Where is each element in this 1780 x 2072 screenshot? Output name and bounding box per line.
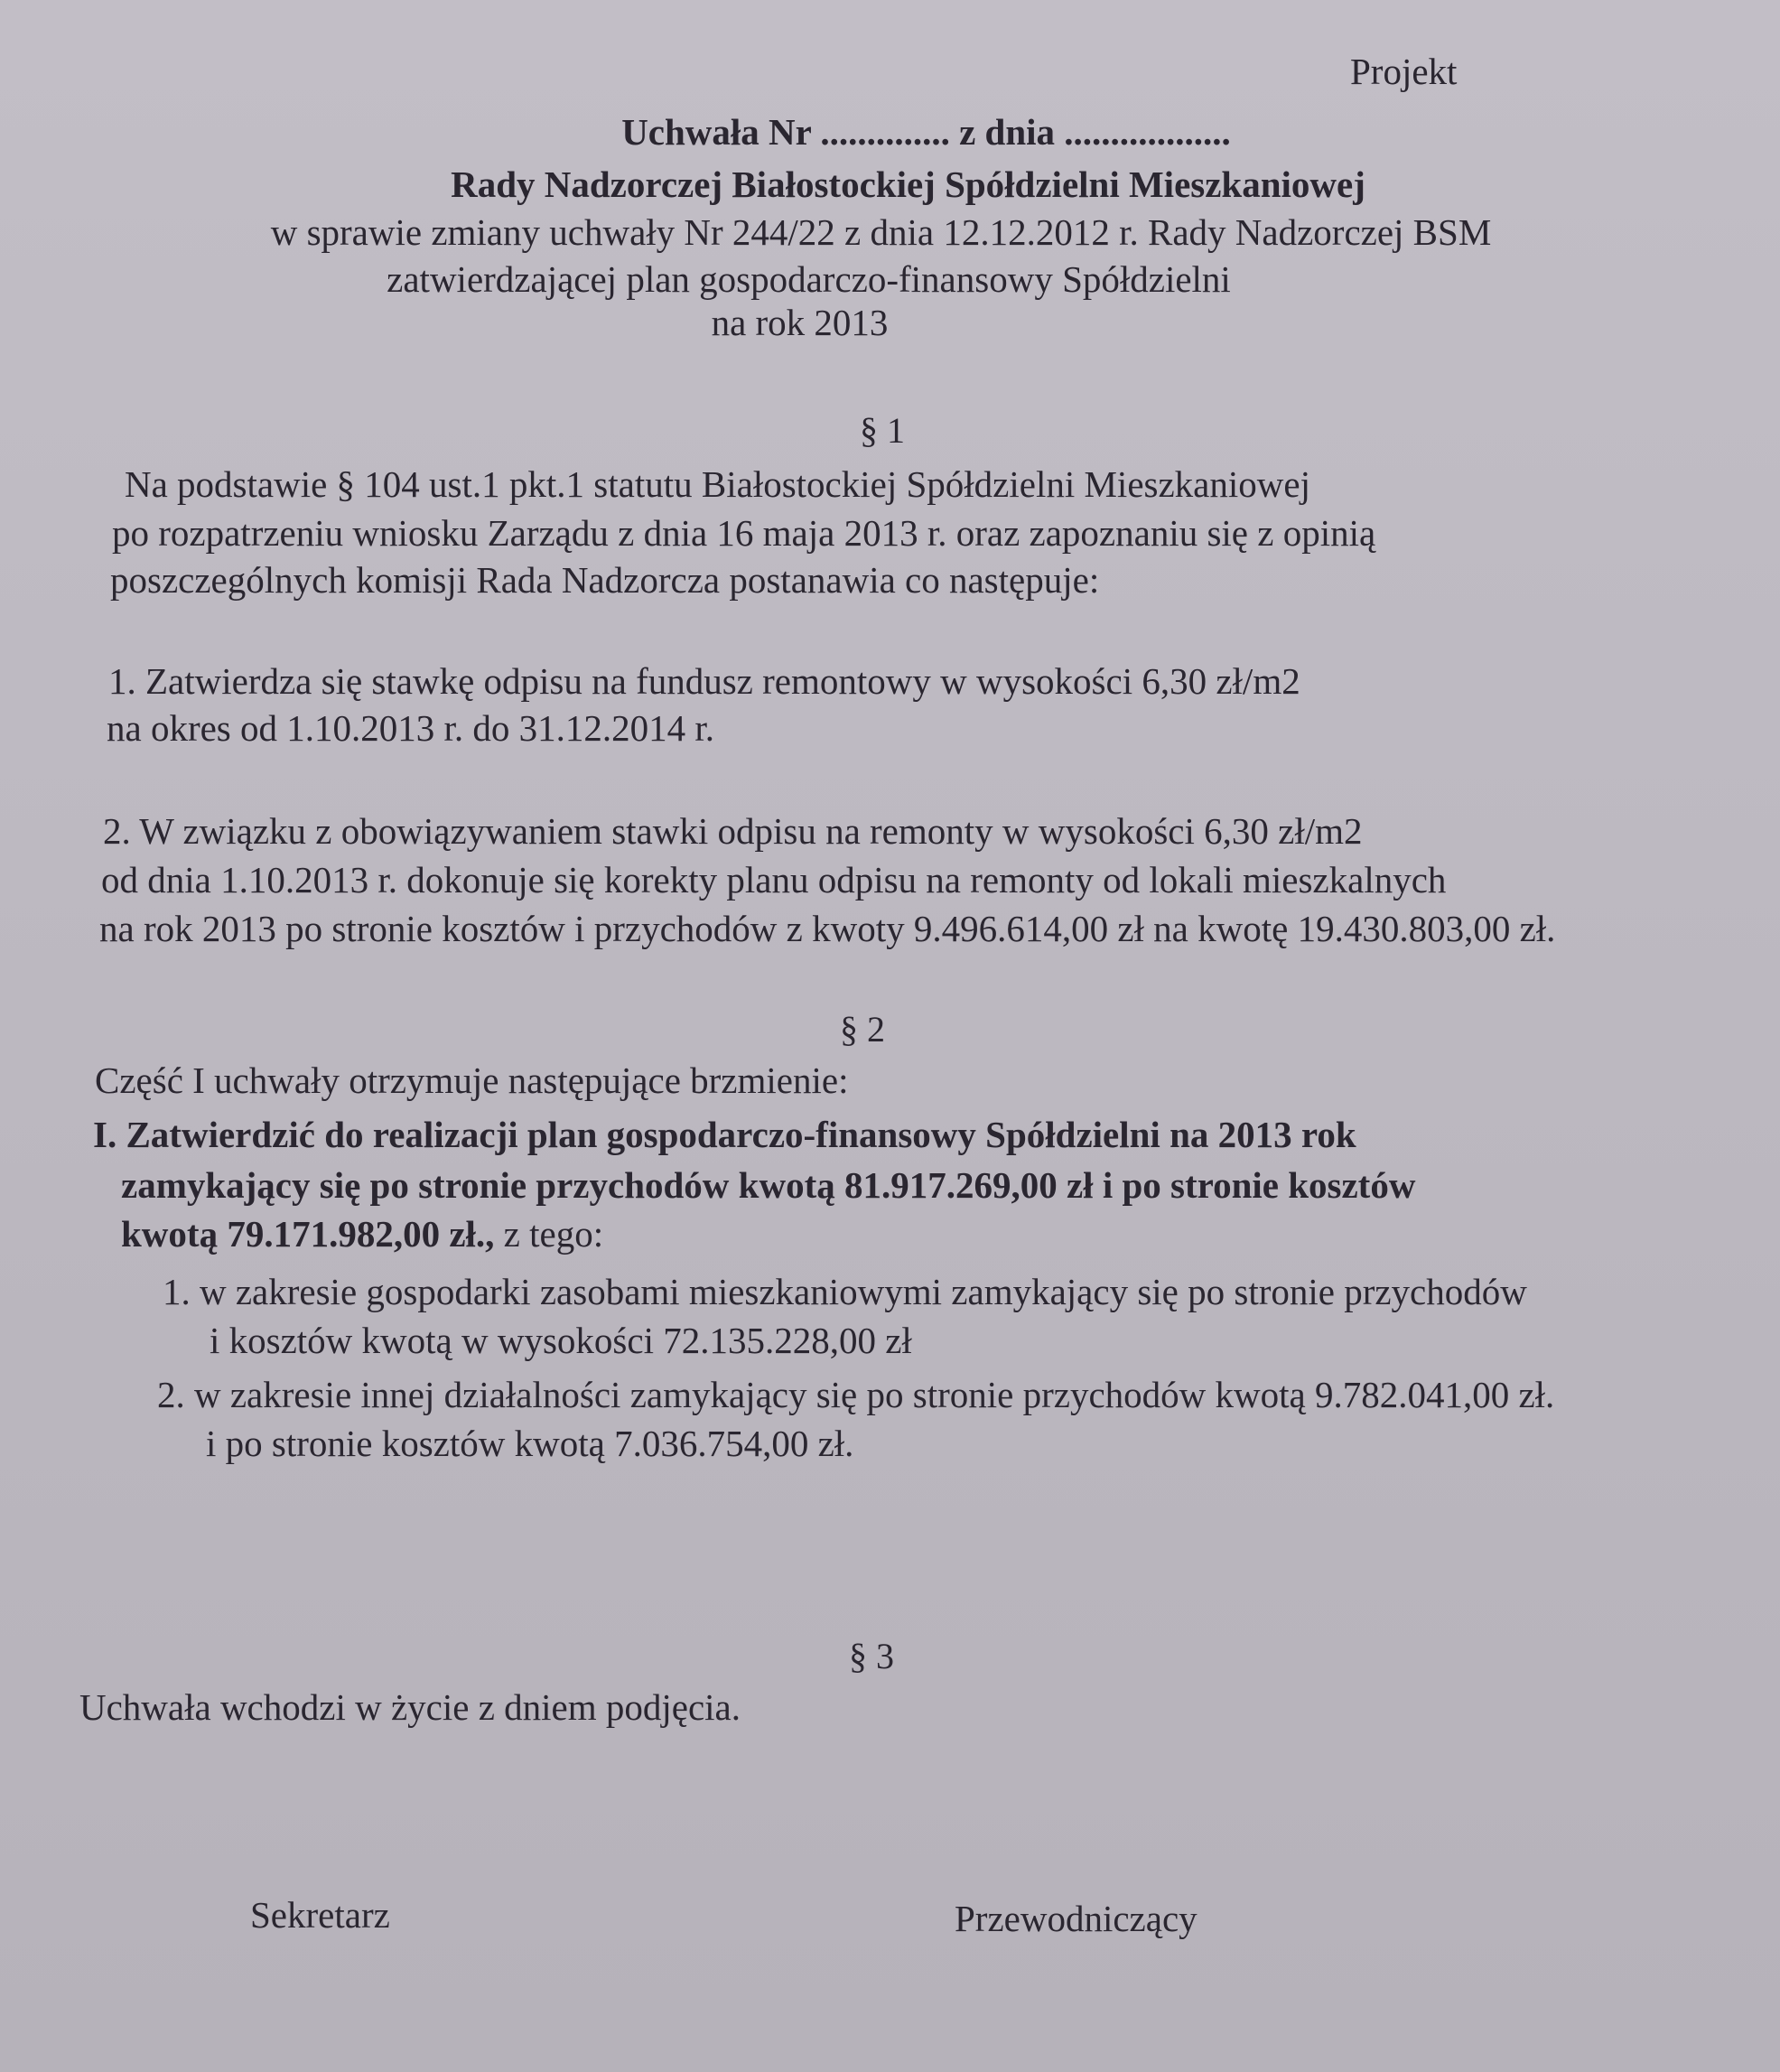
projekt-label: Projekt — [1350, 51, 1458, 92]
section2-heading: § 2 — [840, 1009, 885, 1050]
section1-item1-line1: 1. Zatwierdza się stawkę odpisu na fundusz remontowy w wysokości 6,30 zł/m2 — [108, 660, 1300, 702]
section1-item2-line2: od dnia 1.10.2013 r. dokonuje się korekty planu odpisu na remonty od lokali mieszkalnych — [101, 859, 1447, 901]
section2-sub2-line2: i po stronie kosztów kwotą 7.036.754,00 zł. — [206, 1423, 854, 1464]
signature-chairman: Przewodniczący — [955, 1898, 1198, 1939]
document-subtitle-line1: w sprawie zmiany uchwały Nr 244/22 z dnia 12.12.2012 r. Rady Nadzorczej BSM — [270, 211, 1492, 253]
section2-sub1-line1: 1. w zakresie gospodarki zasobami mieszkaniowymi zamykający się po stronie przychodów — [163, 1271, 1527, 1312]
document-subtitle-line2: zatwierdzającej plan gospodarczo-finansowy Spółdzielni — [387, 258, 1231, 300]
section1-intro-line2: po rozpatrzeniu wniosku Zarządu z dnia 16 maja 2013 r. oraz zapoznaniu się z opinią — [112, 512, 1376, 554]
section1-item2-line1: 2. W związku z obowiązywaniem stawki odpisu na remonty w wysokości 6,30 zł/m2 — [103, 810, 1363, 852]
section3-text: Uchwała wchodzi w życie z dniem podjęcia. — [79, 1686, 741, 1728]
section2-sub1-line2: i kosztów kwotą w wysokości 72.135.228,00 zł — [210, 1320, 912, 1361]
section2-point1-line3 — [121, 1212, 603, 1255]
section2-point1-amount: kwotą 79.171.982,00 zł., — [121, 1213, 495, 1255]
section1-item2-line3: na rok 2013 po stronie kosztów i przychodów z kwoty 9.496.614,00 zł na kwotę 19.430.803,00 zł. — [99, 908, 1556, 949]
signature-secretary: Sekretarz — [250, 1894, 390, 1936]
section2-point1-line1: I. Zatwierdzić do realizacji plan gospodarczo-finansowy Spółdzielni na 2013 rok — [93, 1114, 1356, 1155]
document-title: Uchwała Nr .............. z dnia .................. — [621, 111, 1231, 153]
section1-intro-line3: poszczególnych komisji Rada Nadzorcza postanawia co następuje: — [110, 559, 1100, 601]
section2-sub2-line1: 2. w zakresie innej działalności zamykający się po stronie przychodów kwotą 9.782.041,00 zł. — [157, 1374, 1555, 1415]
document-title-organization: Rady Nadzorczej Białostockiej Spółdzielni Mieszkaniowej — [451, 163, 1365, 205]
section2-point1-suffix: z tego: — [494, 1213, 604, 1255]
section1-intro-line1: Na podstawie § 104 ust.1 pkt.1 statutu Białostockiej Spółdzielni Mieszkaniowej — [125, 463, 1310, 505]
section2-point1-line2: zamykający się po stronie przychodów kwotą 81.917.269,00 zł i po stronie kosztów — [121, 1164, 1416, 1206]
section1-item1-line2: na okres od 1.10.2013 r. do 31.12.2014 r. — [107, 707, 715, 749]
section2-intro: Część I uchwały otrzymuje następujące brzmienie: — [95, 1059, 849, 1101]
document-subtitle-line3: na rok 2013 — [711, 302, 889, 343]
section3-heading: § 3 — [849, 1636, 894, 1676]
section1-heading: § 1 — [860, 410, 905, 451]
